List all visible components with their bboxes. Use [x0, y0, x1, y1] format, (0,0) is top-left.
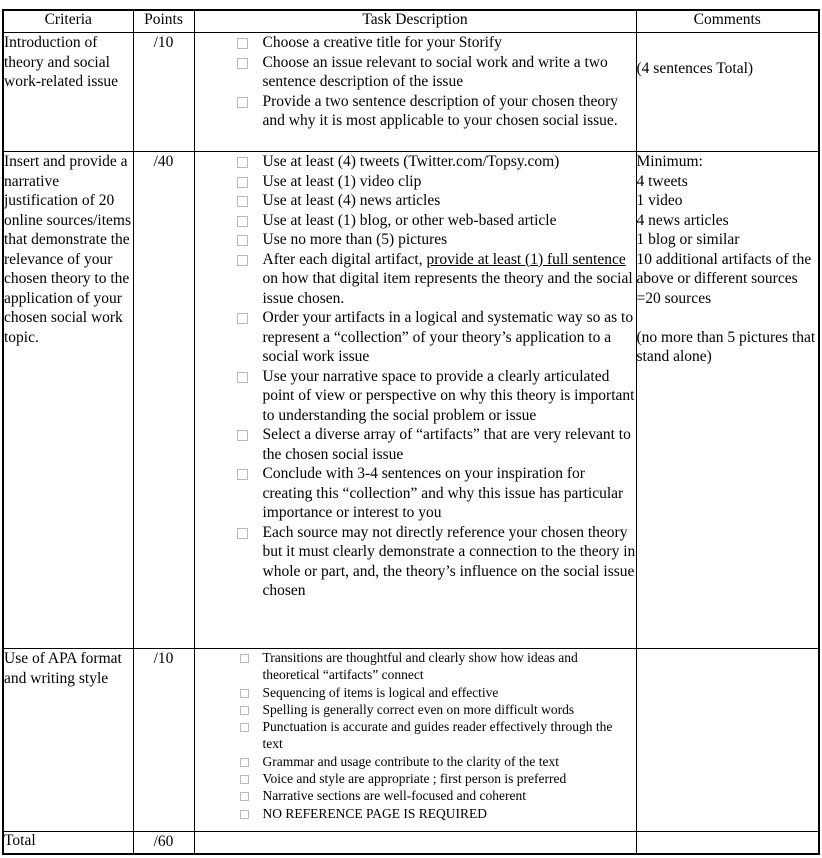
table-row-introduction [3, 33, 819, 152]
task-item [195, 250, 636, 309]
task-item [195, 523, 636, 601]
task-text: Use no more than (5) pictures [262, 231, 448, 248]
task-text-segment: After each digital artifact, [262, 250, 427, 268]
task-item [195, 92, 636, 131]
header-task-description: Task Description [194, 10, 636, 33]
task-item [195, 152, 636, 172]
task-text-underlined: provide at least (1) full sentence [426, 250, 626, 268]
total-row [3, 832, 819, 855]
comment-line: 10 additional artifacts of the above or different sources [636, 250, 812, 287]
task-text: Voice and style are appropriate ; first person is preferred [262, 771, 567, 787]
comment-line: 4 news articles [636, 211, 729, 229]
task-text: NO REFERENCE PAGE IS REQUIRED [262, 805, 488, 821]
comment-line: Minimum: [636, 153, 703, 170]
task-item [195, 787, 636, 804]
header-comments: Comments [636, 10, 819, 33]
task-text [263, 250, 636, 309]
comment-line: 1 video [636, 192, 683, 209]
task-item [195, 718, 636, 753]
comments-sources [636, 152, 819, 649]
task-text: Provide a two sentence description of your chosen theory and why it is most applicable to your chosen social issue. [262, 92, 619, 129]
header-criteria: Criteria [3, 10, 133, 33]
header-row [3, 10, 819, 33]
checkbox-icon [237, 469, 248, 480]
checkbox-icon [237, 157, 248, 168]
task-text: Each source may not directly reference your chosen theory but it must clearly demonstrate a connection to the theory in whole or part, and, the theory’s influence on the social issue chosen [262, 523, 636, 599]
task-text: Use at least (1) blog, or other web-based article [262, 211, 557, 229]
task-item [195, 211, 636, 231]
criteria-introduction: Introduction of theory and social work-related issue [3, 33, 133, 152]
task-item [195, 684, 636, 701]
task-item [195, 753, 636, 770]
checkbox-icon [237, 196, 248, 207]
points-apa: /10 [133, 649, 194, 832]
checkbox-icon [237, 235, 248, 246]
task-text: Punctuation is accurate and guides reader effectively through the text [262, 719, 613, 752]
task-text: Use your narrative space to provide a clearly articulated point of view or perspective on why this theory is important to understanding the social problem or issue [262, 367, 635, 424]
task-item [195, 805, 636, 822]
total-task-empty [194, 832, 636, 855]
points-sources: /40 [133, 152, 194, 649]
task-text: Choose an issue relevant to social work and write a two sentence description of the issue [262, 53, 608, 90]
task-item [195, 701, 636, 718]
checkbox-icon [240, 654, 249, 663]
points-introduction: /10 [133, 33, 194, 152]
comments-apa [636, 649, 819, 832]
task-text: Use at least (4) news articles [262, 192, 441, 209]
comment-line: (4 sentences Total) [636, 60, 754, 77]
checkbox-icon [237, 58, 248, 69]
task-item [195, 172, 636, 192]
checkbox-icon [240, 689, 249, 698]
checkbox-icon [240, 706, 249, 715]
task-item [195, 649, 636, 684]
criteria-sources: Insert and provide a narrative justification of 20 online sources/items that demonstrate the relevance of your chosen theory to the application of your chosen social work topic. [3, 152, 133, 649]
tasks-apa [194, 649, 636, 832]
task-text: Transitions are thoughtful and clearly show how ideas and theoretical “artifacts” connect [262, 650, 578, 683]
task-text: Use at least (1) video clip [262, 172, 422, 190]
total-points: /60 [133, 832, 194, 855]
task-text: Grammar and usage contribute to the clarity of the text [262, 753, 560, 769]
task-item [195, 770, 636, 787]
checkbox-icon [237, 372, 248, 383]
checkbox-icon [237, 255, 248, 266]
checkbox-icon [237, 97, 248, 108]
task-text: Order your artifacts in a logical and systematic way so as to represent a “collection” of your theory’s application to a social work issue [262, 309, 634, 365]
checkbox-icon [237, 216, 248, 227]
task-text: Conclude with 3-4 sentences on your inspiration for creating this “collection” and why this issue has particular importance or interest to you [262, 465, 624, 521]
checkbox-icon [240, 723, 249, 732]
checkbox-icon [240, 758, 249, 767]
checkbox-icon [240, 810, 249, 819]
grading-rubric-table [2, 9, 820, 855]
comment-line: =20 sources [636, 289, 712, 307]
tasks-introduction [194, 33, 636, 152]
task-item [195, 425, 636, 464]
task-text-segment: on how that digital item represents the theory and the social issue chosen. [262, 270, 633, 307]
task-item [195, 230, 636, 250]
task-text: Narrative sections are well-focused and coherent [262, 788, 527, 804]
comments-introduction [636, 33, 819, 152]
task-text: Sequencing of items is logical and effective [262, 684, 499, 700]
checkbox-icon [237, 528, 248, 539]
task-item [195, 367, 636, 426]
comment-line: 4 tweets [636, 172, 688, 190]
table-row-apa [3, 649, 819, 832]
total-label: Total [3, 832, 133, 855]
comment-line: (no more than 5 pictures that stand alone) [636, 328, 816, 365]
checkbox-icon [237, 38, 248, 49]
header-points: Points [133, 10, 194, 33]
criteria-apa: Use of APA format and writing style [3, 649, 133, 832]
task-text: Use at least (4) tweets (Twitter.com/Topsy.com) [262, 153, 560, 170]
total-comments-empty [636, 832, 819, 855]
checkbox-icon [237, 313, 248, 324]
checkbox-icon [237, 177, 248, 188]
table-row-sources [3, 152, 819, 649]
checkbox-icon [240, 792, 249, 801]
checkbox-icon [237, 430, 248, 441]
task-text: Choose a creative title for your Storify [262, 34, 502, 51]
tasks-sources [194, 152, 636, 649]
task-item [195, 308, 636, 367]
task-item [195, 53, 636, 92]
comment-line: 1 blog or similar [636, 231, 740, 248]
checkbox-icon [240, 775, 249, 784]
task-text: Select a diverse array of “artifacts” that are very relevant to the chosen social issue [262, 426, 631, 463]
task-text: Spelling is generally correct even on more difficult words [262, 701, 575, 717]
task-item [195, 464, 636, 523]
task-item [195, 33, 636, 53]
task-item [195, 191, 636, 211]
